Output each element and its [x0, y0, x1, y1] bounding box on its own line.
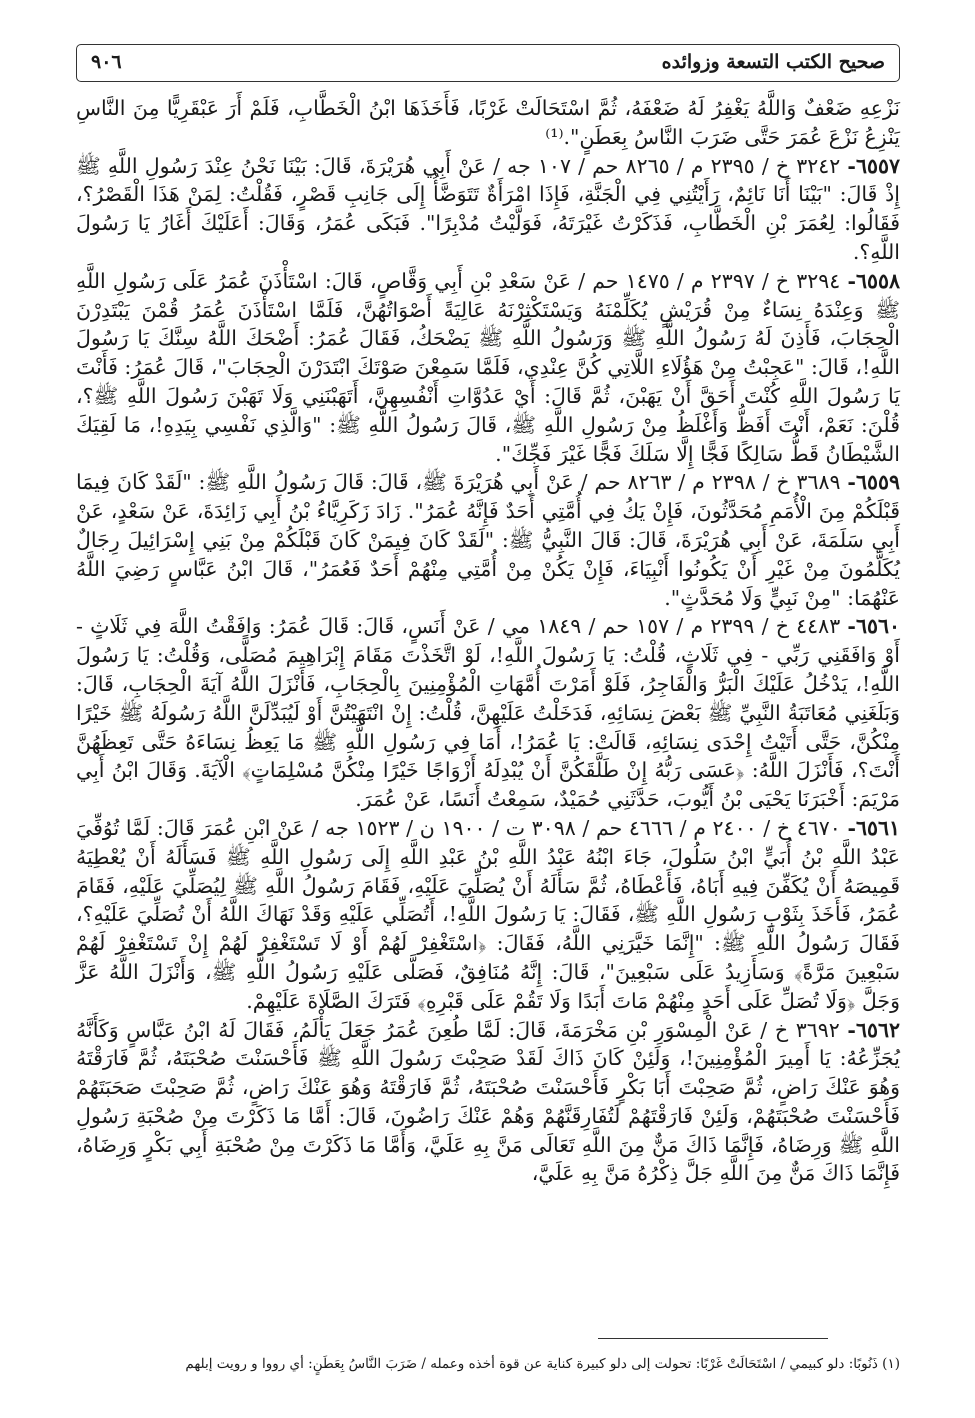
footnote-divider	[598, 1338, 828, 1339]
hadith-body: ٣٦٨٩ خ / ٢٣٩٨ م / ٨٢٦٣ حم / عَنْ أَبِي هُرَيْرَةَ ﷺ، قَالَ: قَالَ رَسُولُ اللَّهِ ﷺ: "لَقَدْ كَانَ فِيمَا قَبْلَكُمْ مِنَ الْأُمَمِ مُحَدَّثُونَ، فَإِنْ يَكُ فِي أُمَّتِي أَحَدٌ فَإِنَّهُ عُمَرُ". زَادَ زَكَرِيَّاءُ بْنُ أَبِي زَائِدَةَ، عَنْ سَعْدٍ، عَنْ أَبِي سَلَمَةَ، عَنْ أَبِي هُرَيْرَةَ، قَالَ: قَالَ النَّبِيُّ ﷺ: "لَقَدْ كَانَ فِيمَنْ كَانَ قَبْلَكُمْ مِنْ بَنِي إِسْرَائِيلَ رِجَالٌ يُكَلَّمُونَ مِنْ غَيْرِ أَنْ يَكُونُوا أَنْبِيَاءَ، فَإِنْ يَكُنْ مِنْ أُمَّتِي مِنْهُمْ أَحَدٌ فَعُمَرُ"، قَالَ ابْنُ عَبَّاسٍ رَضِيَ اللَّهُ عَنْهُمَا: "مِنْ نَبِيٍّ وَلَا مُحَدَّثٍ".	[76, 470, 900, 610]
hadith-6560	[76, 612, 900, 814]
footnote: (١) ذَنُوبًا: دلو كبيمي / اسْتَحَالَتْ غَرْبًا: تحولت إلى دلو كبيرة كناية عن قوة أخذه وعمله / ضَرَبَ النَّاسُ بِعَطَنٍ: أي رووا و رويت إبلهم	[185, 1356, 900, 1372]
hadith-6557	[76, 152, 900, 267]
page-number: ٩٠٦	[91, 51, 122, 73]
page	[76, 44, 900, 1188]
hadith-6561	[76, 814, 900, 1016]
hadith-number: ٦٥٦٠-	[847, 614, 900, 639]
book-title: صحيح الكتب التسعة وزوائده	[661, 51, 885, 73]
hadith-6562	[76, 1016, 900, 1189]
hadith-body: ٤٤٨٣ خ / ٢٣٩٩ م / ١٥٧ حم / ١٨٤٩ مي / عَنْ أَنَسٍ، قَالَ: قَالَ عُمَرُ: وَافَقْتُ اللَّهَ فِي ثَلَاثٍ - أَوْ وَافَقَنِي رَبِّي - فِي ثَلَاثٍ، قُلْتُ: يَا رَسُولَ اللَّهِ!، لَوْ اتَّخَذْتَ مَقَامَ إِبْرَاهِيمَ مُصَلًّى، وَقُلْتُ: يَا رَسُولَ اللَّهِ!، يَدْخُلُ عَلَيْكَ الْبَرُّ وَالْفَاجِرُ، فَلَوْ أَمَرْتَ أُمَّهَاتِ الْمُؤْمِنِينَ بِالْحِجَابِ، فَأَنْزَلَ اللَّهُ آيَةَ الْحِجَابِ، قَالَ: وَبَلَغَنِي مُعَاتَبَةُ النَّبِيِّ ﷺ بَعْضَ نِسَائِهِ، فَدَخَلْتُ عَلَيْهِنَّ، قُلْتُ: إِنْ انْتَهَيْتُنَّ أَوْ لَيُبَدِّلَنَّ اللَّهُ رَسُولَهُ ﷺ خَيْرًا مِنْكُنَّ، حَتَّى أَتَيْتُ إِحْدَى نِسَائِهِ، قَالَتْ: يَا عُمَرُ!، أَمَا فِي رَسُولِ اللَّهِ ﷺ مَا يَعِظُ نِسَاءَهُ حَتَّى تَعِظَهُنَّ أَنْتَ؟، فَأَنْزَلَ اللَّهُ: ﴿عَسَى رَبُّهُ إِنْ طَلَّقَكُنَّ أَنْ يُبْدِلَهُ أَزْوَاجًا خَيْرًا مِنْكُنَّ مُسْلِمَاتٍ﴾ الْآيَةَ. وَقَالَ ابْنُ أَبِي مَرْيَمَ: أَخْبَرَنَا يَحْيَى بْنُ أَيُّوبَ، حَدَّثَنِي حُمَيْدٌ، سَمِعْتُ أَنَسًا، عَنْ عُمَرَ.	[76, 614, 900, 812]
page-header	[76, 44, 900, 82]
hadith-number: ٦٥٥٩-	[847, 470, 900, 495]
paragraph-continuation	[76, 94, 900, 152]
hadith-number: ٦٥٦١-	[847, 815, 900, 840]
hadith-number: ٦٥٥٨-	[847, 268, 900, 293]
paragraph-text: نَزْعِهِ ضَعْفٌ وَاللَّهُ يَغْفِرُ لَهُ ضَعْفَهُ، ثُمَّ اسْتَحَالَتْ غَرْبًا، فَأَخَذَهَا ابْنُ الْخَطَّابِ، فَلَمْ أَرَ عَبْقَرِيًّا مِنَ النَّاسِ يَنْزِعُ نَزْعَ عُمَرَ حَتَّى ضَرَبَ النَّاسُ بِعَطَنٍ".⁽¹⁾	[76, 96, 900, 149]
hadith-body: ٣٢٩٤ خ / ٢٣٩٧ م / ١٤٧٥ حم / عَنْ سَعْدِ بْنِ أَبِي وَقَّاصٍ، قَالَ: اسْتَأْذَنَ عُمَرُ عَلَى رَسُولِ اللَّهِ ﷺ وَعِنْدَهُ نِسَاءٌ مِنْ قُرَيْشٍ يُكَلِّمْنَهُ وَيَسْتَكْثِرْنَهُ عَالِيَةً أَصْوَاتُهُنَّ، فَلَمَّا اسْتَأْذَنَ عُمَرُ قُمْنَ يَبْتَدِرْنَ الْحِجَابَ، فَأَذِنَ لَهُ رَسُولُ اللَّهِ ﷺ وَرَسُولُ اللَّهِ ﷺ يَضْحَكُ، فَقَالَ عُمَرُ: أَضْحَكَ اللَّهُ سِنَّكَ يَا رَسُولَ اللَّهِ!، قَالَ: "عَجِبْتُ مِنْ هَؤُلَاءِ اللَّاتِي كُنَّ عِنْدِي، فَلَمَّا سَمِعْنَ صَوْتَكَ ابْتَدَرْنَ الْحِجَابَ"، قَالَ عُمَرُ: فَأَنْتَ يَا رَسُولَ اللَّهِ كُنْتَ أَحَقَّ أَنْ يَهَبْنَ، ثُمَّ قَالَ: أَيْ عَدُوَّاتِ أَنْفُسِهِنَّ، أَتَهَبْنَنِي وَلَا تَهَبْنَ رَسُولَ اللَّهِ ﷺ؟، قُلْنَ: نَعَمْ، أَنْتَ أَفَظُّ وَأَغْلَظُ مِنْ رَسُولِ اللَّهِ ﷺ، قَالَ رَسُولُ اللَّهِ ﷺ: "وَالَّذِي نَفْسِي بِيَدِهِ!، مَا لَقِيَكَ الشَّيْطَانُ قَطُّ سَالِكًا فَجًّا إِلَّا سَلَكَ فَجًّا غَيْرَ فَجِّكَ".	[76, 268, 900, 466]
hadith-body: ٣٢٤٢ خ / ٢٣٩٥ م / ٨٢٦٥ حم / ١٠٧ جه / عَنْ أَبِي هُرَيْرَةَ، قَالَ: بَيْنَا نَحْنُ عِنْدَ رَسُولِ اللَّهِ ﷺ إِذْ قَالَ: "بَيْنَا أَنَا نَائِمٌ، رَأَيْتُنِي فِي الْجَنَّةِ، فَإِذَا امْرَأَةٌ تَتَوَضَّأُ إِلَى جَانِبِ قَصْرٍ، فَقُلْتُ: لِمَنْ هَذَا الْقَصْرُ؟، فَقَالُوا: لِعُمَرَ بْنِ الْخَطَّابِ، فَذَكَرْتُ غَيْرَتَهُ، فَوَلَّيْتُ مُدْبِرًا". فَبَكَى عُمَرُ، وَقَالَ: أَعَلَيْكَ أَغَارُ يَا رَسُولَ اللَّهِ؟.	[76, 153, 900, 264]
hadith-number: ٦٥٦٢-	[847, 1017, 900, 1042]
hadith-6559	[76, 468, 900, 612]
hadith-body: ٣٦٩٢ خ / عَنْ الْمِسْوَرِ بْنِ مَخْرَمَةَ، قَالَ: لَمَّا طُعِنَ عُمَرُ جَعَلَ يَأْلَمُ، فَقَالَ لَهُ ابْنُ عَبَّاسٍ وَكَأَنَّهُ يُجَزِّعُهُ: يَا أَمِيرَ الْمُؤْمِنِينَ!، وَلَئِنْ كَانَ ذَاكَ لَقَدْ صَحِبْتَ رَسُولَ اللَّهِ ﷺ فَأَحْسَنْتَ صُحْبَتَهُ، ثُمَّ فَارَقْتَهُ وَهُوَ عَنْكَ رَاضٍ، ثُمَّ صَحِبْتَ أَبَا بَكْرٍ فَأَحْسَنْتَ صُحْبَتَهُ، ثُمَّ فَارَقْتَهُ وَهُوَ عَنْكَ رَاضٍ، ثُمَّ صَحِبْتَ صَحَبَتَهُمْ فَأَحْسَنْتَ صُحْبَتَهُمْ، وَلَئِنْ فَارَقْتَهُمْ لَتُفَارِقَنَّهُمْ وَهُمْ عَنْكَ رَاضُونَ، قَالَ: أَمَّا مَا ذَكَرْتَ مِنْ صُحْبَةِ رَسُولِ اللَّهِ ﷺ وَرِضَاهُ، فَإِنَّمَا ذَاكَ مَنٌّ مِنَ اللَّهِ تَعَالَى مَنَّ بِهِ عَلَيَّ، وَأَمَّا مَا ذَكَرْتَ مِنْ صُحْبَةِ أَبِي بَكْرٍ وَرِضَاهُ، فَإِنَّمَا ذَاكَ مَنٌّ مِنَ اللَّهِ جَلَّ ذِكْرُهُ مَنَّ بِهِ عَلَيَّ،	[76, 1017, 900, 1186]
hadith-body: ٤٦٧٠ خ / ٢٤٠٠ م / ٤٦٦٦ حم / ٣٠٩٨ ت / ١٩٠٠ ن / ١٥٢٣ جه / عَنْ ابْنِ عُمَرَ قَالَ: لَمَّا تُوُفِّيَ عَبْدُ اللَّهِ بْنُ أُبَيٍّ ابْنُ سَلُولَ، جَاءَ ابْنُهُ عَبْدُ اللَّهِ بْنُ عَبْدِ اللَّهِ إِلَى رَسُولِ اللَّهِ ﷺ فَسَأَلَهُ أَنْ يُعْطِيَهُ قَمِيصَهُ أَنْ يُكَفِّنَ فِيهِ أَبَاهُ، فَأَعْطَاهُ، ثُمَّ سَأَلَهُ أَنْ يُصَلِّيَ عَلَيْهِ، فَقَامَ رَسُولُ اللَّهِ ﷺ لِيُصَلِّيَ عَلَيْهِ، فَقَامَ عُمَرُ، فَأَخَذَ بِثَوْبِ رَسُولِ اللَّهِ ﷺ، فَقَالَ: يَا رَسُولَ اللَّهِ!، أَتُصَلِّي عَلَيْهِ وَقَدْ نَهَاكَ اللَّهُ أَنْ تُصَلِّيَ عَلَيْهِ؟، فَقَالَ رَسُولُ اللَّهِ ﷺ: "إِنَّمَا خَيَّرَنِي اللَّهُ، فَقَالَ: ﴿اسْتَغْفِرْ لَهُمْ أَوْ لَا تَسْتَغْفِرْ لَهُمْ إِنْ تَسْتَغْفِرْ لَهُمْ سَبْعِينَ مَرَّةً﴾ وَسَأَزِيدُ عَلَى سَبْعِينَ"، قَالَ: إِنَّهُ مُنَافِقٌ، فَصَلَّى عَلَيْهِ رَسُولُ اللَّهِ ﷺ، وَأَنْزَلَ اللَّهُ عَزَّ وَجَلَّ ﴿وَلَا تُصَلِّ عَلَى أَحَدٍ مِنْهُمْ مَاتَ أَبَدًا وَلَا تَقُمْ عَلَى قَبْرِهِ﴾ فَتَرَكَ الصَّلَاةَ عَلَيْهِمْ.	[76, 815, 900, 1013]
hadith-6558	[76, 267, 900, 469]
hadith-number: ٦٥٥٧-	[847, 153, 900, 178]
hadith-text	[76, 94, 900, 1188]
